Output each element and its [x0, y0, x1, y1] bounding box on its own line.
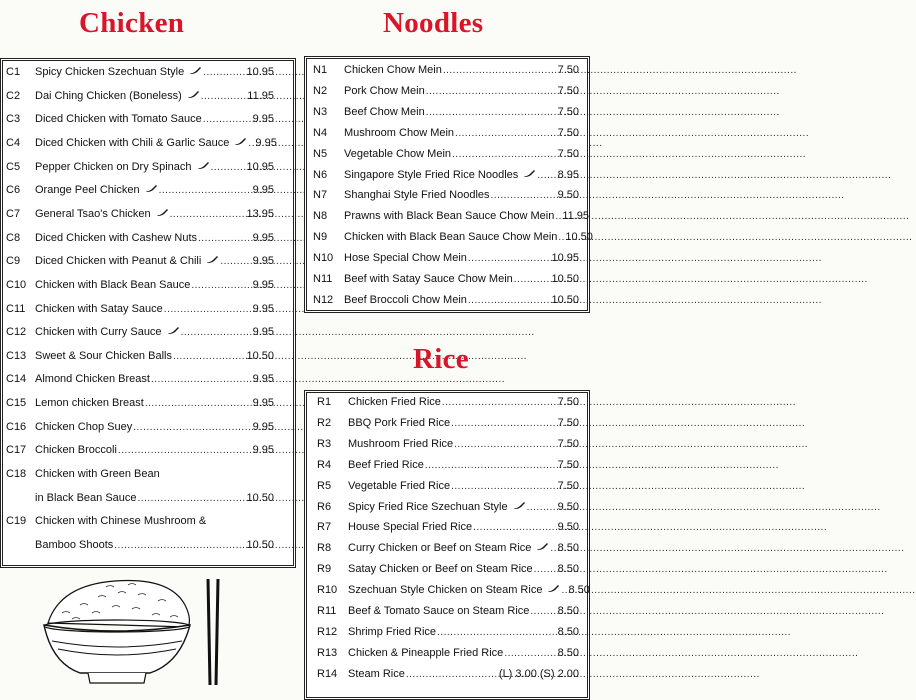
menu-item-row [317, 563, 579, 576]
item-code: N9 [313, 231, 328, 243]
item-name: Chicken with Chinese Mushroom & [35, 515, 207, 527]
menu-item-row [313, 127, 579, 140]
item-price: 10.50 [551, 294, 579, 306]
menu-item-row [313, 169, 579, 182]
menu-item-row [6, 326, 274, 339]
menu-item-row [313, 189, 579, 202]
item-price: 9.50 [557, 189, 579, 201]
item-name: Szechuan Style Chicken on Steam Rice [348, 584, 543, 596]
dot-leader [550, 542, 556, 555]
menu-item-row [6, 397, 274, 410]
dot-leader [443, 64, 557, 77]
item-name: Shanghai Style Fried Noodles [344, 189, 490, 201]
item-code: R10 [317, 584, 338, 596]
item-name: Diced Chicken with Chili & Garlic Sauce [35, 137, 230, 149]
menu-item-row [317, 605, 579, 618]
item-price: 9.95 [252, 113, 274, 125]
menu-item-row [317, 521, 579, 534]
item-name: Chicken with Curry Sauce [35, 326, 162, 338]
item-name: Beef Broccoli Chow Mein [344, 294, 467, 306]
dot-leader [248, 137, 254, 150]
dot-leader [451, 417, 556, 430]
item-price: 8.50 [557, 542, 579, 554]
item-name: Bamboo Shoots [35, 539, 114, 551]
item-name: Beef & Tomato Sauce on Steam Rice [348, 605, 530, 617]
menu-item-row [313, 252, 579, 265]
menu-item-row [6, 255, 274, 268]
item-name: Chicken Broccoli [35, 444, 117, 456]
item-price: 8.50 [557, 626, 579, 638]
item-price: 9.95 [252, 326, 274, 338]
dot-leader [452, 148, 557, 161]
menu-item-row [6, 468, 274, 481]
item-price: 9.95 [252, 303, 274, 315]
item-name: Chicken Chop Suey [35, 421, 133, 433]
item-name: Chicken with Black Bean Sauce [35, 279, 191, 291]
item-code: R14 [317, 668, 338, 680]
chili-pepper-icon [145, 184, 157, 193]
item-code: N4 [313, 127, 328, 139]
item-price: 10.50 [246, 539, 274, 551]
item-code: R1 [317, 396, 332, 408]
item-price: 7.50 [557, 438, 579, 450]
item-code: C9 [6, 255, 21, 267]
menu-item-row [6, 444, 274, 457]
menu-item-row [6, 421, 274, 434]
menu-item-row [6, 515, 274, 528]
item-code: C11 [6, 303, 26, 315]
menu-item-row [317, 396, 579, 409]
menu-item-row [6, 184, 274, 197]
item-code: N10 [313, 252, 334, 264]
dot-leader [468, 294, 551, 307]
item-code: C14 [6, 373, 27, 385]
menu-item-row [317, 542, 579, 555]
menu-item-row [6, 66, 274, 79]
item-name: Prawns with Black Bean Sauce Chow Mein [344, 210, 555, 222]
dot-leader [468, 252, 551, 265]
dot-leader [151, 373, 252, 386]
menu-item-row [313, 148, 579, 161]
item-price: 7.50 [557, 106, 579, 118]
dot-leader [145, 397, 252, 410]
item-name: Spicy Fried Rice Szechuan Style [348, 501, 508, 513]
item-name: Vegetable Fried Rice [348, 480, 451, 492]
item-price: 9.50 [557, 521, 579, 533]
item-name: Hose Special Chow Mein [344, 252, 467, 264]
dot-leader [426, 106, 557, 119]
chili-pepper-icon [234, 137, 246, 146]
item-price: 8.50 [557, 563, 579, 575]
item-name: Steam Rice [348, 668, 405, 680]
item-price: 8.50 [557, 605, 579, 617]
menu-item-row [6, 350, 274, 363]
item-name: House Special Fried Rice [348, 521, 473, 533]
dot-leader [406, 668, 498, 681]
item-price: 9.95 [252, 421, 274, 433]
item-code: C17 [6, 444, 27, 456]
dot-leader [451, 480, 556, 493]
dot-leader [514, 273, 551, 286]
item-name: Pork Chow Mein [344, 85, 425, 97]
menu-item-row [6, 208, 274, 221]
item-name: Pepper Chicken on Dry Spinach [35, 161, 192, 173]
item-name: Chicken with Green Bean [35, 468, 160, 480]
dot-leader [454, 438, 556, 451]
item-price: 10.50 [246, 492, 274, 504]
chili-pepper-icon [167, 326, 179, 335]
item-code: C2 [6, 90, 21, 102]
item-code: C10 [6, 279, 27, 291]
item-code: C12 [6, 326, 27, 338]
item-name: Chicken & Pineapple Fried Rice [348, 647, 504, 659]
dot-leader [473, 521, 556, 534]
dot-leader [211, 161, 246, 174]
item-code: R13 [317, 647, 338, 659]
menu-item-row [313, 273, 579, 286]
chili-pepper-icon [536, 542, 548, 551]
noodles-heading: Noodles [383, 7, 484, 39]
item-code: N5 [313, 148, 328, 160]
dot-leader [201, 90, 247, 103]
menu-item-row [313, 106, 579, 119]
dot-leader [203, 113, 252, 126]
menu-item-row [317, 626, 579, 639]
dot-leader [558, 231, 564, 244]
item-price: 10.50 [246, 350, 274, 362]
menu-item-row [317, 668, 579, 681]
item-code: R2 [317, 417, 332, 429]
item-code: R8 [317, 542, 332, 554]
item-price: 11.95 [562, 210, 590, 222]
dot-leader [198, 232, 252, 245]
item-name: Beef with Satay Sauce Chow Mein [344, 273, 513, 285]
dot-leader [118, 444, 252, 457]
dot-leader [133, 421, 251, 434]
menu-item-row [317, 501, 579, 514]
chili-pepper-icon [206, 255, 218, 264]
item-code: C19 [6, 515, 27, 527]
menu-item-row [317, 584, 590, 597]
rice-bowl-icon [40, 575, 230, 695]
item-price: 9.95 [252, 232, 274, 244]
item-name: Chicken with Black Bean Sauce Chow Mein [344, 231, 558, 243]
item-code: C3 [6, 113, 21, 125]
menu-item-row [6, 90, 274, 103]
chicken-heading: Chicken [79, 7, 185, 39]
dot-leader [442, 396, 557, 409]
item-code: C1 [6, 66, 21, 78]
item-code: C6 [6, 184, 21, 196]
item-code: N6 [313, 169, 328, 181]
menu-item-row [317, 647, 579, 660]
dot-leader [181, 326, 252, 339]
item-name: Beef Fried Rice [348, 459, 424, 471]
dot-leader [114, 539, 245, 552]
item-name: Chicken with Satay Sauce [35, 303, 163, 315]
dot-leader [191, 279, 251, 292]
item-price: 10.50 [551, 273, 579, 285]
item-name: General Tsao's Chicken [35, 208, 151, 220]
item-price: 7.50 [557, 396, 579, 408]
item-price: 9.95 [252, 255, 274, 267]
item-name: Diced Chicken with Cashew Nuts [35, 232, 198, 244]
dot-leader [527, 501, 557, 514]
dot-leader [504, 647, 556, 660]
menu-item-row [6, 539, 274, 552]
dot-leader [164, 303, 252, 316]
item-name: Spicy Chicken Szechuan Style [35, 66, 185, 78]
item-name: Diced Chicken with Tomato Sauce [35, 113, 202, 125]
item-code: C15 [6, 397, 27, 409]
menu-item-row [6, 303, 274, 316]
item-name: Mushroom Fried Rice [348, 438, 454, 450]
item-name: Mushroom Chow Mein [344, 127, 455, 139]
menu-item-row [313, 294, 579, 307]
menu-item-row [317, 417, 579, 430]
item-code: N7 [313, 189, 328, 201]
chili-pepper-icon [189, 66, 201, 75]
dot-leader [138, 492, 246, 505]
item-price: 7.50 [557, 417, 579, 429]
chili-pepper-icon [547, 584, 559, 593]
dot-leader [220, 255, 251, 268]
item-price: 9.95 [252, 373, 274, 385]
item-code: R4 [317, 459, 332, 471]
item-name: Chicken Chow Mein [344, 64, 442, 76]
item-price: 9.50 [557, 501, 579, 513]
menu-item-row [6, 113, 274, 126]
dot-leader [159, 184, 252, 197]
item-price: 13.95 [246, 208, 274, 220]
item-code: N3 [313, 106, 328, 118]
rice-heading: Rice [413, 343, 469, 375]
menu-item-row [6, 279, 274, 292]
dot-leader [534, 563, 557, 576]
item-name: Shrimp Fried Rice [348, 626, 437, 638]
dot-leader [530, 605, 556, 618]
menu-item-row [6, 373, 274, 386]
item-price: 7.50 [557, 64, 579, 76]
menu-item-row [313, 85, 579, 98]
item-price: 9.95 [252, 279, 274, 291]
item-price: 8.50 [557, 647, 579, 659]
item-code: R5 [317, 480, 332, 492]
item-code: C8 [6, 232, 21, 244]
menu-item-row [313, 231, 593, 244]
menu-item-row [317, 480, 579, 493]
item-code: N12 [313, 294, 334, 306]
item-price: 9.95 [255, 137, 277, 149]
item-price: 8.50 [568, 584, 590, 596]
menu-item-row [6, 232, 274, 245]
menu-item-row [313, 210, 590, 223]
dot-leader [170, 208, 246, 221]
menu-item-row [317, 459, 579, 472]
item-code: N11 [313, 273, 333, 285]
item-name: Lemon chicken Breast [35, 397, 144, 409]
item-code: C13 [6, 350, 27, 362]
chili-pepper-icon [197, 161, 209, 170]
item-code: N8 [313, 210, 328, 222]
item-name: Orange Peel Chicken [35, 184, 140, 196]
menu-item-row [6, 161, 274, 174]
item-price: (L) 3.00 (S) 2.00 [498, 668, 579, 680]
chili-pepper-icon [187, 90, 199, 99]
item-code: C7 [6, 208, 21, 220]
item-name: Sweet & Sour Chicken Balls [35, 350, 172, 362]
dot-leader [203, 66, 245, 79]
dot-leader [537, 169, 556, 182]
item-code: C5 [6, 161, 21, 173]
menu-item-row [317, 438, 579, 451]
dot-leader [491, 189, 557, 202]
item-price: 9.95 [252, 184, 274, 196]
dot-leader [555, 210, 561, 223]
item-code: R3 [317, 438, 332, 450]
dot-leader [173, 350, 246, 363]
item-price: 9.95 [252, 397, 274, 409]
item-code: C4 [6, 137, 21, 149]
item-code: C18 [6, 468, 27, 480]
item-price: 10.95 [246, 66, 274, 78]
item-name: Diced Chicken with Peanut & Chili [35, 255, 202, 267]
item-code: R6 [317, 501, 332, 513]
item-price: 9.95 [252, 444, 274, 456]
item-code: R11 [317, 605, 337, 617]
item-name: Curry Chicken or Beef on Steam Rice [348, 542, 532, 554]
item-name: Almond Chicken Breast [35, 373, 150, 385]
chili-pepper-icon [523, 169, 535, 178]
item-price: 10.50 [565, 231, 593, 243]
item-name: Satay Chicken or Beef on Steam Rice [348, 563, 533, 575]
item-price: 7.50 [557, 85, 579, 97]
item-name: Beef Chow Mein [344, 106, 425, 118]
menu-item-row [6, 492, 274, 505]
item-price: 7.50 [557, 459, 579, 471]
dot-leader [426, 85, 557, 98]
chili-pepper-icon [156, 208, 168, 217]
item-name: Chicken Fried Rice [348, 396, 441, 408]
menu-item-row [313, 64, 579, 77]
item-price: 8.95 [557, 169, 579, 181]
dot-leader [425, 459, 557, 472]
dot-leader [561, 584, 567, 597]
item-name: Vegetable Chow Mein [344, 148, 452, 160]
item-code: N2 [313, 85, 328, 97]
dot-leader [437, 626, 557, 639]
item-code: R12 [317, 626, 338, 638]
item-code: R7 [317, 521, 332, 533]
item-name: Dai Ching Chicken (Boneless) [35, 90, 182, 102]
item-price: 7.50 [557, 480, 579, 492]
item-name: BBQ Pork Fried Rice [348, 417, 451, 429]
dot-leader [455, 127, 557, 140]
menu-item-row [6, 137, 277, 150]
item-code: N1 [313, 64, 328, 76]
item-code: R9 [317, 563, 332, 575]
item-price: 7.50 [557, 127, 579, 139]
chili-pepper-icon [513, 501, 525, 510]
item-name: Singapore Style Fried Rice Noodles [344, 169, 519, 181]
item-code: C16 [6, 421, 27, 433]
item-price: 10.95 [551, 252, 579, 264]
item-name: in Black Bean Sauce [35, 492, 137, 504]
item-price: 11.95 [247, 90, 274, 102]
item-price: 10.95 [246, 161, 274, 173]
item-price: 7.50 [557, 148, 579, 160]
